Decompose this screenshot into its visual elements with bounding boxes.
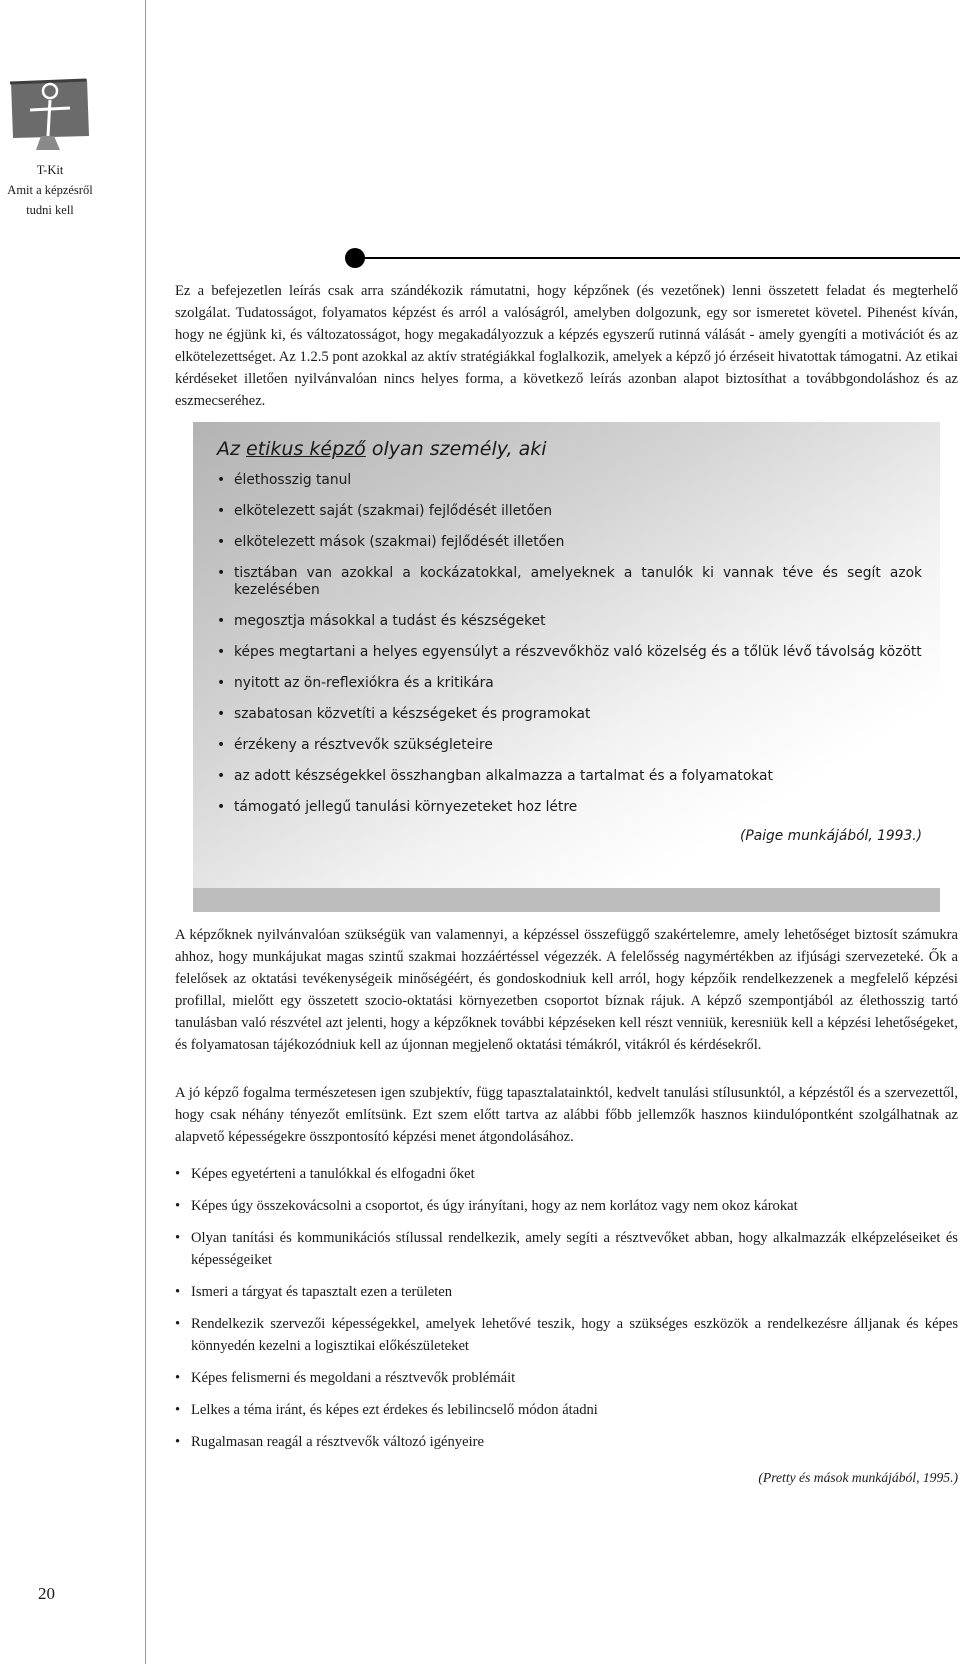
body-paragraph-1: A képzőknek nyilvánvalóan szükségük van valamennyi, a képzéssel összefüggő szakértelemre, amely lehetőséget biztosít számukra ahhoz, hogy munkájukat magas szintű szakmai hozzáértéssel végezzék. A felelősség nagymértékben az ifjúsági szervezeteké. Ők a felelősek az oktatási tevékenységeik minőségéért, és gondoskodniuk kell arról, hogy képzőik rendelkezzenek a megfelelő képzési profillal, mielőtt egy összetett szocio-oktatási környezetben csoportot bíznak rájuk. A képző szempontjából az élethosszig tartó tanulásban való részvétel azt jelenti, hogy a képzőknek további képzéseken kell részt venniük, keresniük kell a képzési lehetőségeket, és folyamatosan tájékozódniuk kell az újonnan megjelenő oktatási témákról, vitákról és kérdésekről. [175, 927, 958, 1053]
list-item: • Rendelkezik szervezői képességekkel, amelyek lehetővé teszik, hogy a szükséges eszközök a rendelkezésre álljanak és képes könnyedén kezelni a logisztikai előkészületeket [175, 1313, 958, 1357]
box-list [217, 472, 922, 816]
list-item: • az adott készségekkel összhangban alkalmazza a tartalmat és a folyamatokat [217, 768, 922, 785]
sidebar-line: Amit a képzésről [7, 183, 93, 197]
list-item: • Rugalmasan reagál a résztvevők változó igényeire [175, 1431, 958, 1453]
box-title-start: Az [217, 438, 247, 460]
list-item: • elkötelezett mások (szakmai) fejlődését illetően [217, 534, 922, 551]
list-item: • elkötelezett saját (szakmai) fejlődését illetően [217, 503, 922, 520]
page-number: 20 [38, 1584, 55, 1603]
divider-line [355, 257, 960, 259]
box-title-end: olyan személy, aki [365, 438, 547, 460]
sidebar-line: T-Kit [36, 163, 64, 177]
list-item: • élethosszig tanul [217, 472, 922, 489]
list-item: • érzékeny a résztvevők szükségleteire [217, 737, 922, 754]
list-item: • Képes úgy összekovácsolni a csoportot, és úgy irányítani, hogy az nem korlátoz vagy nem okoz károkat [175, 1195, 958, 1217]
list-item: • tisztában van azokkal a kockázatokkal, amelyeknek a tanulók ki vannak téve és segít azok kezelésében [217, 565, 922, 599]
divider-dot [345, 248, 365, 268]
sidebar-line: tudni kell [26, 203, 74, 217]
list-item: • szabatosan közvetíti a készségeket és programokat [217, 706, 922, 723]
list-item: • képes megtartani a helyes egyensúlyt a részvevőkhöz való közelség és a tőlük lévő távolság között [217, 644, 922, 661]
trainer-qualities-list [175, 1163, 958, 1463]
list-item: • Képes egyetérteni a tanulókkal és elfogadni őket [175, 1163, 958, 1185]
box-title [217, 438, 922, 460]
list-item: • Olyan tanítási és kommunikációs stílussal rendelkezik, amely segíti a résztvevőket abban, hogy alkalmazzák elképzeléseiket és képességeiket [175, 1227, 958, 1271]
list-item: • nyitott az ön-reflexiókra és a kritikára [217, 675, 922, 692]
list-item: • Képes felismerni és megoldani a résztvevők problémáit [175, 1367, 958, 1389]
list-item: • Ismeri a tárgyat és tapasztalt ezen a területen [175, 1281, 958, 1303]
ethical-trainer-box [193, 422, 940, 888]
section-divider [345, 248, 960, 262]
closing-citation: (Pretty és mások munkájából, 1995.) [758, 1470, 958, 1485]
list-item: • támogató jellegű tanulási környezeteket hoz létre [217, 799, 922, 816]
list-item: • megosztja másokkal a tudást és készségeket [217, 613, 922, 630]
intro-paragraph: Ez a befejezetlen leírás csak arra szándékozik rámutatni, hogy képzőnek (és vezetőnek) lenni összetett feladat és megterhelő szolgálat. Tudatosságot, folyamatos képzést és arról a valóságról, amelyben dolgozunk, egy sor ismeretet követel. Pihenést kíván, hogy ne égjünk ki, és változatosságot, hogy megakadályozzuk a képzés egyszerű rutinná válását - amely gyengíti a motivációt és az elkötelezettséget. Az 1.2.5 pont azokkal az aktív stratégiákkal foglalkozik, amelyek a képző jó érzéseit hivatottak támogatni. Az etikai kérdéseket illetően nyilvánvalóan nincs helyes forma, a következő leírás azonban alapot biztosíthat a továbbgondoláshoz és az eszmecseréhez. [175, 283, 958, 409]
t-kit-logo [8, 78, 90, 150]
list-item: • Lelkes a téma iránt, és képes ezt érdekes és lebilincselő módon átadni [175, 1399, 958, 1421]
sidebar-series-title [0, 160, 100, 220]
box-title-emphasis: etikus képző [246, 438, 366, 460]
box-citation: (Paige munkájából, 1993.) [740, 828, 922, 844]
body-paragraph-2: A jó képző fogalma természetesen igen szubjektív, függ tapasztalatainktól, kedvelt tanulási stílusunktól, a képzéstől és a szervezettől, hogy csak néhány tényezőt említsünk. Ezt szem előtt tartva az alábbi főbb jellemzők hasznos kiindulópontként szolgálhatnak az alapvető képességekre összpontosító képzési menet átgondolásához. [175, 1085, 958, 1145]
sidebar-divider [145, 0, 146, 1664]
